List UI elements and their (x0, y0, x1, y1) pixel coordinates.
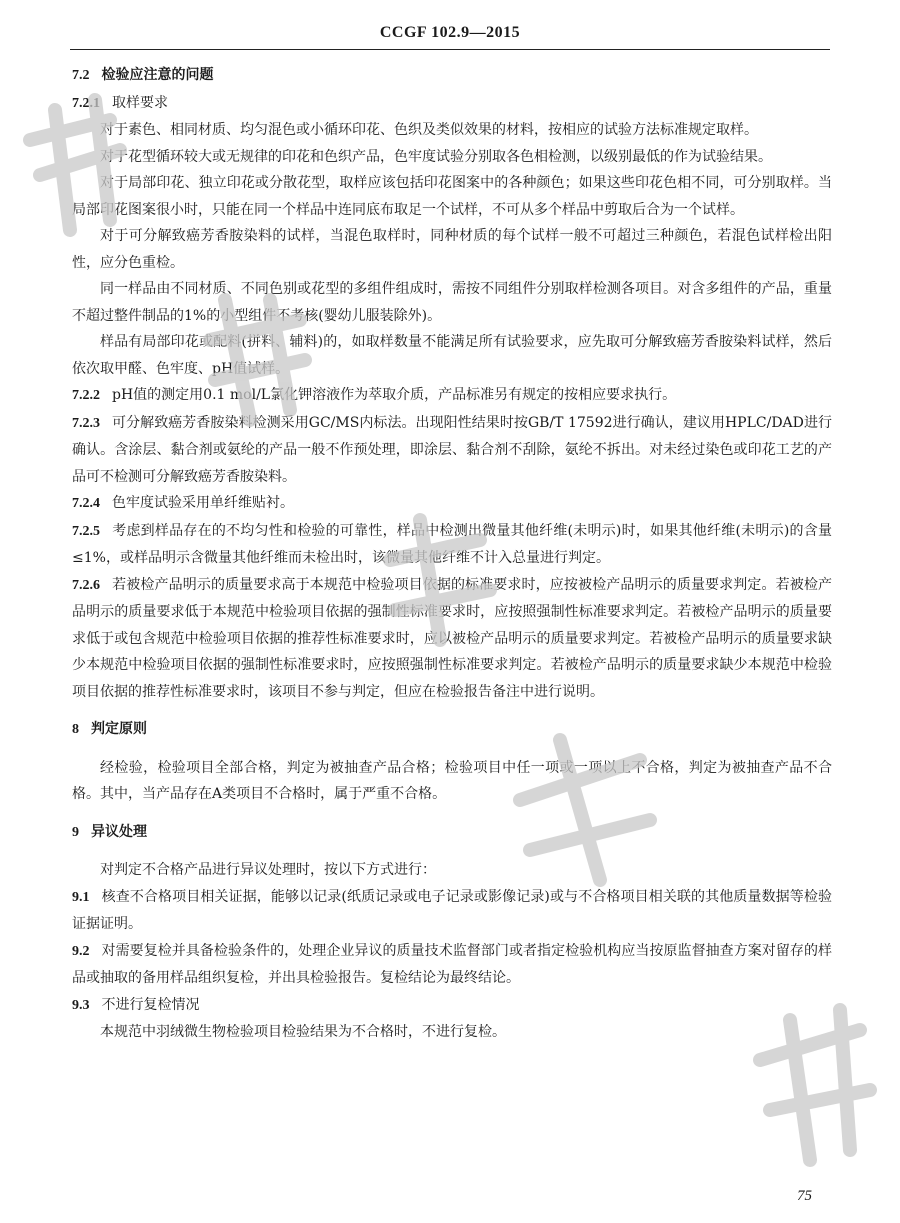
clause-number: 9 (72, 824, 79, 840)
clause-text: 可分解致癌芳香胺染料检测采用GC/MS内标法。出现阳性结果时按GB/T 17592进行确认，建议用HPLC/DAD进行确认。含涂层、黏合剂或氨纶的产品一般不作预处理，即涂层、黏合剂不刮除，氨纶不拆出。对未经过染色或印花工艺的产品可不检测可分解致癌芳香胺染料。 (72, 414, 832, 485)
document-body (72, 62, 832, 1046)
standard-code: CCGF 102.9—2015 (379, 24, 521, 41)
clause-number: 9.1 (72, 889, 90, 905)
numbered-clause (72, 572, 832, 706)
clause-text: 色牢度试验采用单纤维贴衬。 (112, 495, 294, 511)
clause-number: 7.2.4 (72, 496, 100, 511)
numbered-clause (72, 490, 832, 518)
numbered-clause (72, 884, 832, 938)
section-heading (72, 62, 832, 90)
clause-number: 7.2.1 (72, 95, 100, 111)
paragraph: 同一样品由不同材质、不同色别或花型的多组件组成时，需按不同组件分别取样检测各项目。对含多组件的产品，重量不超过整件制品的1%的小型组件不考核(婴幼儿服装除外)。 (72, 281, 832, 324)
clause-number: 7.2 (72, 68, 90, 83)
paragraph: 对判定不合格产品进行异议处理时，按以下方式进行： (100, 862, 436, 878)
clause-text: 核查不合格项目相关证据，能够以记录(纸质记录或电子记录或影像记录)或与不合格项目相关联的其他质量数据等检验证据证明。 (72, 888, 832, 932)
clause-text: pH值的测定用0.1 mol/L氯化钾溶液作为萃取介质，产品标准另有规定的按相应要求执行。 (112, 387, 677, 403)
section-heading (72, 819, 832, 847)
heading-title: 异议处理 (91, 823, 147, 840)
clause-text: 取样要求 (112, 94, 168, 111)
paragraph: 对于素色、相同材质、均匀混色或小循环印花、色织及类似效果的材料，按相应的试验方法标准规定取样。 (100, 122, 758, 138)
numbered-clause (72, 992, 832, 1020)
numbered-clause (72, 382, 832, 410)
paragraph: 经检验，检验项目全部合格，判定为被抽查产品合格；检验项目中任一项或一项以上不合格，判定为被抽查产品不合格。其中，当产品存在A类项目不合格时，属于严重不合格。 (72, 759, 832, 802)
clause-number: 7.2.3 (72, 415, 100, 431)
heading-title: 检验应注意的问题 (101, 67, 214, 83)
clause-number: 8 (72, 722, 79, 737)
header-rule (70, 49, 830, 50)
clause-text: 不进行复检情况 (101, 996, 200, 1013)
paragraph: 对于花型循环较大或无规律的印花和色织产品，色牢度试验分别取各色相检测，以级别最低的作为试验结果。 (100, 148, 772, 165)
clause-number: 7.2.6 (72, 577, 100, 593)
clause-number: 7.2.5 (72, 523, 100, 539)
clause-text: 考虑到样品存在的不均匀性和检验的可靠性，样品中检测出微量其他纤维(未明示)时，如果其他纤维(未明示)的含量≤1%，或样品明示含微量其他纤维而未检出时，该微量其他纤维不计入总量进行判定。 (72, 522, 832, 566)
paragraph: 本规范中羽绒微生物检验项目检验结果为不合格时，不进行复检。 (100, 1024, 506, 1040)
paragraph: 对于局部印花、独立印花或分散花型，取样应该包括印花图案中的各种颜色；如果这些印花色相不同，可分别取样。当局部印花图案很小时，只能在同一个样品中连同底布取足一个试样，不可从多个样品中剪取后合为一个试样。 (72, 175, 832, 218)
numbered-clause (72, 90, 832, 118)
clause-text: 对需要复检并具备检验条件的，处理企业异议的质量技术监督部门或者指定检验机构应当按原监督抽查方案对留存的样品或抽取的备用样品组织复检，并出具检验报告。复检结论为最终结论。 (72, 942, 832, 986)
numbered-clause (72, 518, 832, 572)
paragraph: 对于可分解致癌芳香胺染料的试样，当混色取样时，同种材质的每个试样一般不可超过三种颜色，若混色试样检出阳性，应分色重检。 (72, 228, 832, 271)
heading-title: 判定原则 (91, 721, 147, 737)
section-heading (72, 716, 832, 744)
clause-number: 7.2.2 (72, 388, 100, 403)
numbered-clause (72, 410, 832, 491)
numbered-clause (72, 938, 832, 992)
clause-text: 若被检产品明示的质量要求高于本规范中检验项目依据的标准要求时，应按被检产品明示的质量要求判定。若被检产品明示的质量要求低于本规范中检验项目依据的强制性标准要求时，应按照强制性标准要求判定。若被检产品明示的质量要求低于或包含规范中检验项目依据的推荐性标准要求时，应以被检产品明示的质量要求判定。若被检产品明示的质量要求缺少本规范中检验项目依据的强制性标准要求时，应按照强制性标准要求判定。若被检产品明示的质量要求缺少本规范中检验项目依据的推荐性标准要求时，该项目不参与判定，但应在检验报告备注中进行说明。 (72, 576, 832, 700)
clause-number: 9.3 (72, 997, 90, 1013)
clause-number: 9.2 (72, 943, 90, 959)
paragraph: 样品有局部印花或配料(拼料、辅料)的，如取样数量不能满足所有试验要求，应先取可分解致癌芳香胺染料试样，然后依次取甲醛、色牢度、pH值试样。 (72, 334, 832, 377)
page-number: 75 (797, 1188, 812, 1204)
